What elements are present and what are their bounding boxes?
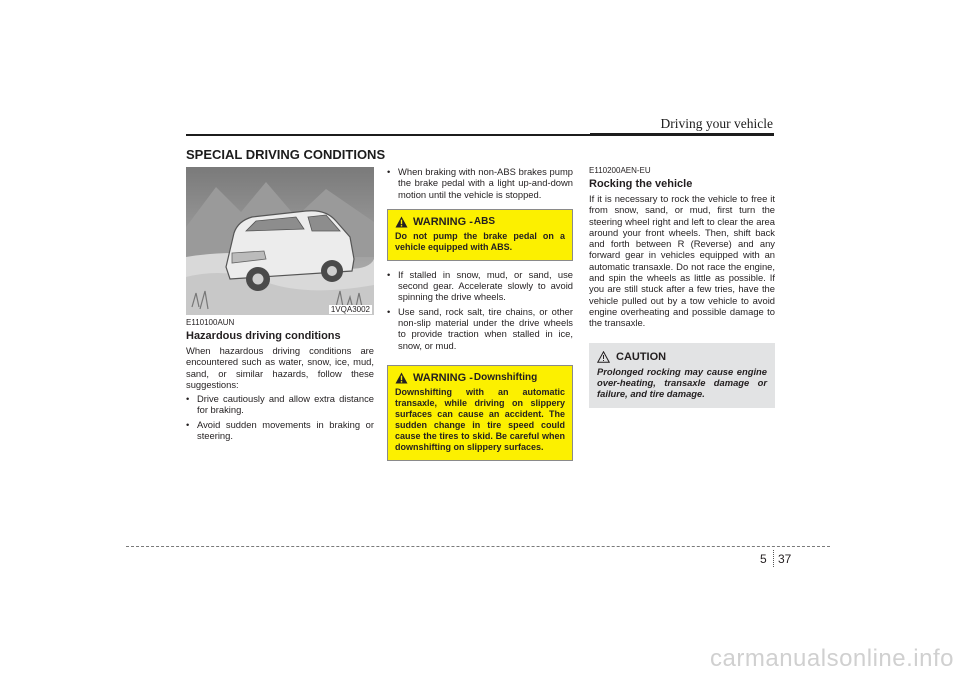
caution-triangle-icon <box>597 351 610 363</box>
hazardous-driving-section <box>186 318 374 441</box>
warning-abs-text: Do not pump the brake pedal on a vehicle equipped with ABS. <box>395 230 565 252</box>
section-code: E110200AEN-EU <box>589 166 651 175</box>
section-code: E110100AUN <box>186 318 235 327</box>
list-item: • If stalled in snow, mud, or sand, use second gear. Accelerate slowly to avoid spinning the drive wheels. <box>387 268 573 303</box>
warning-downshifting-text: Downshifting with an automatic transaxle, while driving on slippery surfaces can cause an accident. The sudden change in tire speed could cause the tires to skid. Be careful when downshifting on slippery surfaces. <box>395 386 565 452</box>
list-item: • When braking with non-ABS brakes pump the brake pedal with a light up-and-down motion until the vehicle is stopped. <box>387 166 573 200</box>
illustration-code: 1VQA3002 <box>330 305 370 314</box>
braking-bullet-top <box>387 166 573 200</box>
hazardous-heading: Hazardous driving conditions <box>186 330 341 342</box>
hazardous-bullets <box>186 393 374 441</box>
header-title: Driving your vehicle <box>660 116 773 131</box>
page-number-separator <box>773 550 774 567</box>
warning-triangle-icon <box>395 216 408 228</box>
warning-abs-box <box>387 209 573 261</box>
list-item: • Avoid sudden movements in braking or steering. <box>186 418 374 442</box>
rocking-body: If it is necessary to rock the vehicle to free it from snow, sand, or mud, first turn the steering wheel right and left to clear the area around your front wheels. Then, shift back and forth between R (Reverse) and any forward gear in vehicles equipped with an automatic transaxle. Do not race the engine, and spin the wheels as little as possible. If you are still stuck after a few tries, have the vehicle pulled out by a tow vehicle to avoid engine overheating and possible damage to the transaxle. <box>589 193 775 329</box>
caution-box <box>589 343 775 408</box>
rocking-section <box>589 166 775 408</box>
warning-triangle-icon <box>395 372 408 384</box>
section-title: SPECIAL DRIVING CONDITIONS <box>186 147 386 162</box>
warning-downshifting-header <box>395 372 565 384</box>
warning-downshifting-box <box>387 365 573 461</box>
suv-in-snow-image <box>186 167 374 315</box>
caution-text: Prolonged rocking may cause engine over-heating, transaxle damage or failure, and tire damage. <box>597 365 767 399</box>
watermark: carmanualsonline.info <box>710 645 954 672</box>
list-item: • Use sand, rock salt, tire chains, or other non-slip material under the drive wheels to provide traction when stalled in ice, snow, or mud. <box>387 305 573 351</box>
hazardous-body: When hazardous driving conditions are encountered such as water, snow, ice, mud, sand, or similar hazards, follow these suggestions: <box>186 345 374 390</box>
braking-section <box>387 166 573 461</box>
list-item: • Drive cautiously and allow extra distance for braking. <box>186 393 374 416</box>
caution-header <box>597 351 767 363</box>
footer-rule <box>126 546 830 547</box>
warning-keyword: WARNING - <box>413 215 473 228</box>
vehicle-illustration <box>186 167 374 315</box>
page-number: 37 <box>778 552 792 566</box>
caution-keyword: CAUTION <box>616 350 667 363</box>
header-rule-accent <box>590 133 774 136</box>
warning-topic: Downshifting <box>473 372 538 384</box>
stalled-bullets <box>387 269 573 351</box>
rocking-heading: Rocking the vehicle <box>589 178 693 190</box>
warning-abs-header <box>395 216 565 228</box>
chapter-number: 5 <box>760 552 767 566</box>
warning-keyword: WARNING - <box>413 371 473 384</box>
warning-topic: ABS <box>473 216 496 228</box>
